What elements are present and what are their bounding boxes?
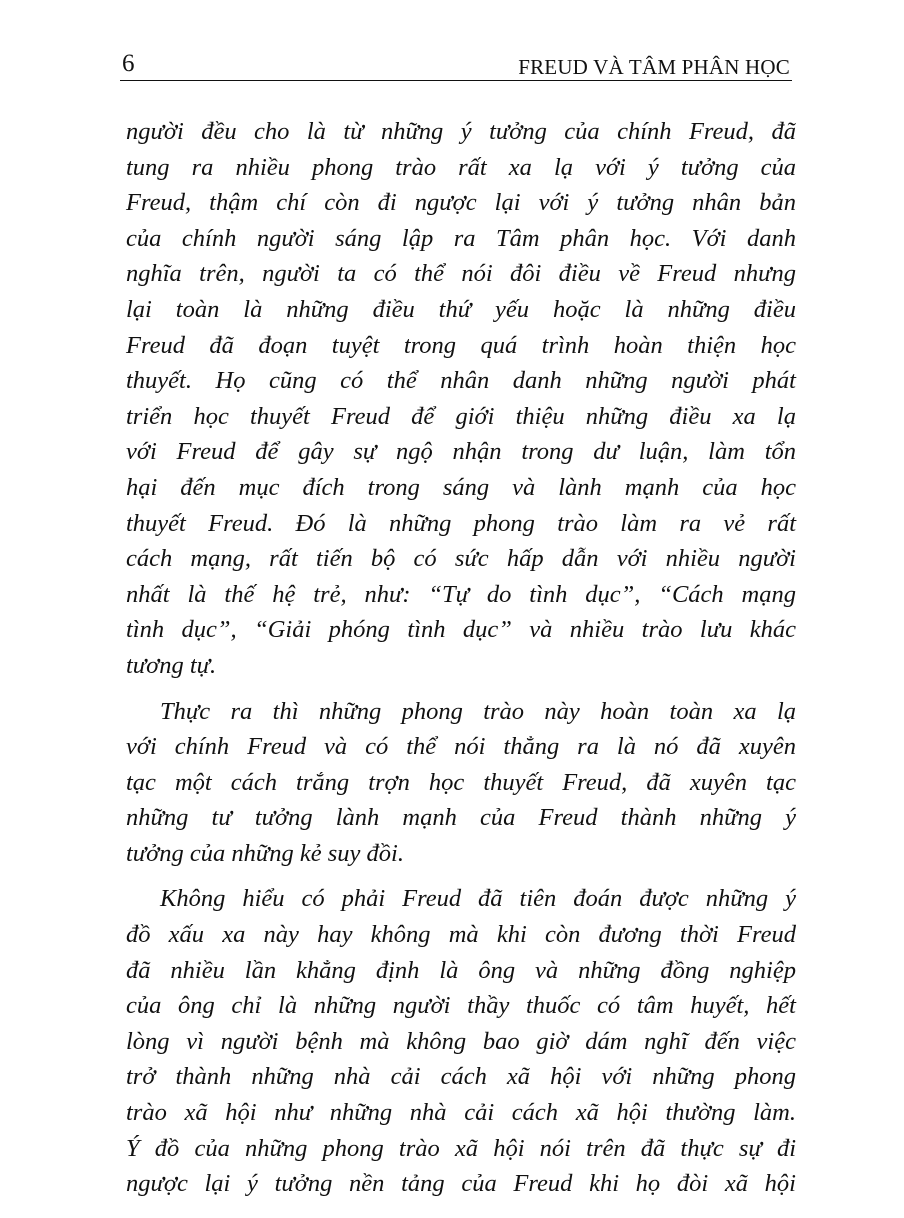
page-header [120,48,792,81]
text-line: đã nhiều lần khẳng định là ông và những đồng nghiệp [126,956,796,984]
text-line: tưởng của những kẻ suy đồi. [126,839,404,867]
text-line: thuyết Freud. Đó là những phong trào làm ra vẻ rất [126,509,796,537]
text-line: Freud, thậm chí còn đi ngược lại với ý tưởng nhân bản [126,189,796,217]
text-line: trào xã hội như những nhà cải cách xã hội thường làm. [126,1099,796,1127]
text-line: Thực ra thì những phong trào này hoàn toàn xa lạ [160,697,796,725]
text-line: của ông chỉ là những người thầy thuốc có tâm huyết, hết [126,992,796,1020]
text-line: triển học thuyết Freud để giới thiệu những điều xa lạ [126,402,796,430]
text-line: lại toàn là những điều thứ yếu hoặc là những điều [126,295,796,323]
running-title: FREUD VÀ TÂM PHÂN HỌC [518,55,790,79]
text-line: đồ xấu xa này hay không mà khi còn đương thời Freud [126,921,796,949]
paragraph [126,694,796,872]
text-line: với chính Freud và có thể nói thẳng ra là nó đã xuyên [126,733,796,761]
text-line: thuyết. Họ cũng có thể nhân danh những người phát [126,367,796,395]
text-line: những tư tưởng lành mạnh của Freud thành những ý [126,804,796,832]
page-number: 6 [122,50,135,77]
text-line: ngược lại ý tưởng nền tảng của Freud khi họ đòi xã hội [126,1170,796,1198]
text-line: nhất là thế hệ trẻ, như: “Tự do tình dục”, “Cách mạng [126,580,796,608]
text-line: hại đến mục đích trong sáng và lành mạnh của học [126,473,796,501]
text-line: Ý đồ của những phong trào xã hội nói trên đã thực sự đi [126,1134,796,1162]
text-line: Không hiểu có phải Freud đã tiên đoán được những ý [160,885,796,913]
text-line: tạc một cách trắng trợn học thuyết Freud, đã xuyên tạc [126,768,796,796]
text-line: lòng vì người bệnh mà không bao giờ dám nghĩ đến việc [126,1027,796,1055]
text-line: người đều cho là từ những ý tưởng của chính Freud, đã [126,118,796,145]
text-line: tung ra nhiều phong trào rất xa lạ với ý tưởng của [126,153,796,181]
text-line: trở thành những nhà cải cách xã hội với những phong [126,1063,796,1091]
text-line: nghĩa trên, người ta có thể nói đôi điều về Freud nhưng [126,260,796,288]
text-line: tình dục”, “Giải phóng tình dục” và nhiều trào lưu khác [126,616,796,644]
text-line: tương tự. [126,651,217,679]
paragraph [126,114,796,684]
body-text [126,114,796,1212]
text-line: với Freud để gây sự ngộ nhận trong dư luận, làm tổn [126,438,796,466]
text-line: của chính người sáng lập ra Tâm phân học. Với danh [126,224,796,252]
text-line: cách mạng, rất tiến bộ có sức hấp dẫn với nhiều người [126,545,796,573]
text-line: Freud đã đoạn tuyệt trong quá trình hoàn thiện học [126,331,796,359]
paragraph [126,881,796,1201]
